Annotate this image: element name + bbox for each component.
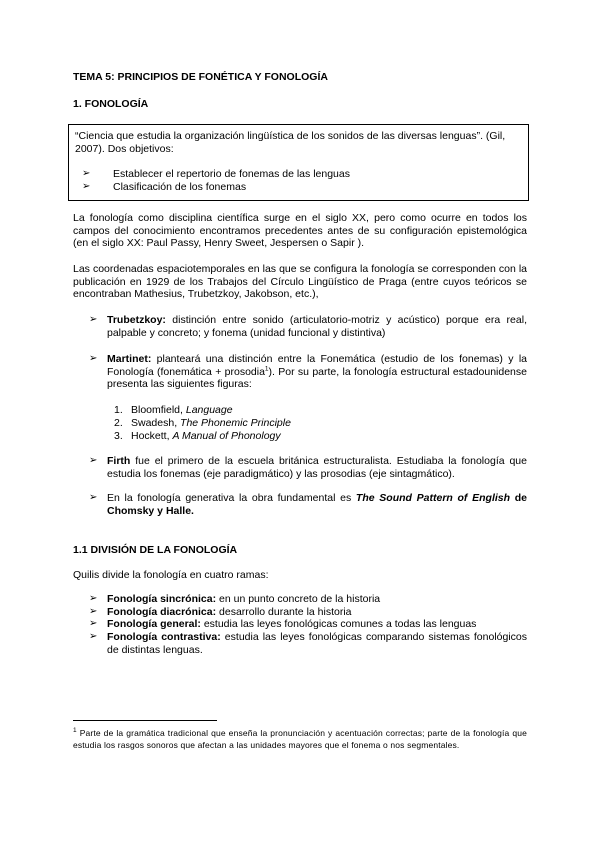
figure-author: Hockett,: [131, 430, 173, 442]
footnote-ref[interactable]: 1: [264, 365, 269, 373]
bullet-text: ). Por su parte, la fonología estructural estadounidense presenta las siguientes figuras:: [107, 365, 527, 391]
section-heading-division: 1.1 DIVISIÓN DE LA FONOLOGÍA: [73, 544, 238, 556]
bullet-text: distinción entre sonido (articulatorio-motriz y acústico) porque era real, palpable y concreto; y fonema (unidad funcional y distintiva): [107, 314, 527, 339]
branch-desc: estudia las leyes fonológicas comunes a todas las lenguas: [200, 618, 477, 630]
list-number: 1.: [114, 404, 123, 416]
arrow-bullet-icon: ➢: [89, 593, 98, 604]
list-number: 2.: [114, 417, 123, 429]
branch-item: [107, 593, 527, 606]
document-title: TEMA 5: PRINCIPIOS DE FONÉTICA Y FONOLOGÍA: [73, 71, 328, 83]
branch-name: Fonología contrastiva:: [107, 631, 221, 643]
definition-quote: “Ciencia que estudia la organización lingüística de los sonidos de las diversas lenguas”. (Gil, 2007). Dos objetivos:: [75, 130, 506, 155]
bullet-name: Martinet:: [107, 353, 152, 365]
footnote: [73, 727, 527, 752]
branch-desc: estudia las leyes fonológicas comparando sistemas fonológicos de distintas lenguas.: [107, 631, 527, 656]
arrow-bullet-icon: ➢: [82, 181, 91, 192]
arrow-bullet-icon: ➢: [82, 168, 91, 179]
bullet-text: fue el primero de la escuela británica estructuralista. Estudiaba la fonología que estudia los fonemas (eje paradigmático) y las prosodias (eje sintagmático).: [107, 455, 527, 480]
figure-item: [131, 404, 233, 417]
figure-item: [131, 430, 281, 443]
branch-item: [107, 606, 527, 619]
list-number: 3.: [114, 430, 123, 442]
arrow-bullet-icon: ➢: [89, 353, 98, 364]
arrow-bullet-icon: ➢: [89, 314, 98, 325]
branch-name: Fonología general:: [107, 618, 201, 630]
figure-work: Language: [185, 404, 233, 416]
branch-name: Fonología sincrónica:: [107, 593, 217, 605]
division-intro: Quilis divide la fonología en cuatro ramas:: [73, 569, 269, 581]
bullet-authors: de Chomsky y Halle.: [107, 492, 527, 517]
bullet-text: En la fonología generativa la obra fundamental es: [107, 492, 356, 504]
arrow-bullet-icon: ➢: [89, 631, 98, 642]
objective-item: Clasificación de los fonemas: [113, 181, 247, 193]
arrow-bullet-icon: ➢: [89, 606, 98, 617]
figure-author: Swadesh,: [131, 417, 181, 429]
bullet-generativa: [107, 492, 527, 517]
arrow-bullet-icon: ➢: [89, 618, 98, 629]
figure-work: The Phonemic Principle: [180, 417, 291, 429]
branch-item: [107, 618, 527, 631]
footnote-separator: [73, 720, 217, 721]
bullet-text: planteará una distinción entre la Fonemática (estudio de los fonemas) y la Fonología (fonemática + prosodia: [107, 353, 527, 378]
branch-desc: en un punto concreto de la historia: [216, 593, 381, 605]
footnote-marker: 1: [73, 727, 77, 735]
bullet-name: Trubetzkoy:: [107, 314, 166, 326]
branch-item: [107, 631, 527, 656]
bullet-name: Firth: [107, 455, 131, 467]
figure-work: A Manual of Phonology: [172, 430, 281, 442]
branch-name: Fonología diacrónica:: [107, 606, 217, 618]
branch-desc: desarrollo durante la historia: [216, 606, 352, 618]
footnote-text: Parte de la gramática tradicional que enseña la pronunciación y acentuación correctas; parte de la fonología que estudia los rasgos sonoros que afectan a las unidades mayores que el fonema o nos segmentales.: [73, 728, 527, 751]
figure-item: [131, 417, 291, 430]
bullet-firth: [107, 455, 527, 480]
arrow-bullet-icon: ➢: [89, 455, 98, 466]
arrow-bullet-icon: ➢: [89, 492, 98, 503]
definition-box: [68, 124, 529, 201]
figure-author: Bloomfield,: [131, 404, 186, 416]
bullet-trubetzkoy: [107, 314, 527, 339]
paragraph-origin: La fonología como disciplina científica surge en el siglo XX, pero como ocurre en todos los campos del conocimiento encontramos precedentes antes de su configuración epistemológica (en el siglo XX: Paul Passy, Henry Sweet, Jespersen o Sapir ).: [73, 212, 527, 250]
objective-item: Establecer el repertorio de fonemas de las lenguas: [113, 168, 350, 180]
paragraph-prague-circle: Las coordenadas espaciotemporales en las que se configura la fonología se corresponden con la publicación en 1929 de los Trabajos del Círculo Lingüístico de Praga (entre cuyos teóricos se encontraban Mathesius, Trubetzkoy, Jakobson, etc.),: [73, 263, 527, 301]
bullet-martinet: [107, 353, 527, 391]
section-heading-fonologia: 1. FONOLOGÍA: [73, 98, 149, 110]
bullet-work: The Sound Pattern of English: [355, 492, 511, 504]
